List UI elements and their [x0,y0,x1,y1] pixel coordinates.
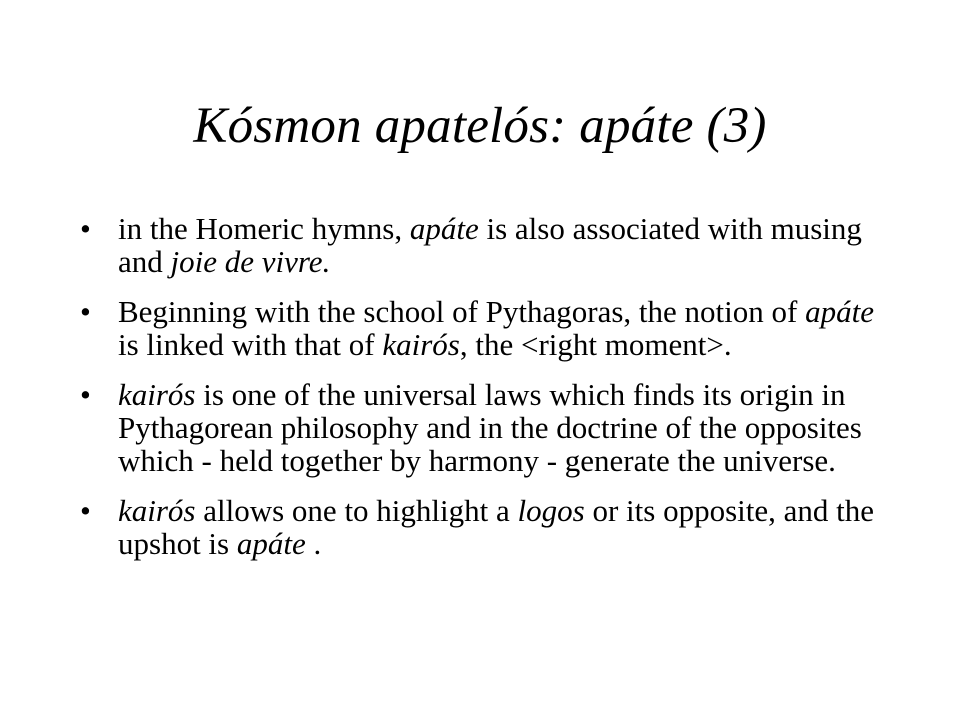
bullet-text-segment: is one of the universal laws which finds its origin in Pythagorean philosophy and in the doctrine of the opposites which - held together by harmony - generate the universe. [118,377,862,478]
bullet-item-1 [80,212,880,278]
bullet-text-italic: kairós [382,327,460,362]
bullet-text-italic: kairós [118,377,196,412]
bullet-text-italic: apáte [805,294,874,329]
bullet-text-italic: apáte [409,211,479,246]
bullet-list [80,212,880,577]
bullet-item-4 [80,494,880,560]
bullet-text-segment: Beginning with the school of Pythagoras, the notion of [118,294,806,329]
slide-title: Kósmon apatelós: apáte (3) [193,98,767,154]
bullet-text-italic: kairós [118,493,196,528]
bullet-text-segment: is linked with that of [118,327,383,362]
bullet-text-segment: in the Homeric hymns, [118,211,410,246]
bullet-text-italic: joie de vivre. [170,244,331,279]
bullet-text-italic: logos [517,493,585,528]
bullet-marker-icon: • [80,493,91,528]
bullet-marker-icon: • [80,377,91,412]
bullet-marker-icon: • [80,211,91,246]
bullet-text-segment: . [305,526,322,561]
bullet-text-italic: apáte [236,526,306,561]
bullet-text-segment: or its opposite, and the upshot is [118,493,875,561]
bullet-text-segment: , the <right moment>. [459,327,732,362]
bullet-text-segment: allows one to highlight a [195,493,518,528]
bullet-text-segment: is also associated with musing and [118,211,862,279]
bullet-item-3 [80,378,880,477]
bullet-marker-icon: • [80,294,91,329]
bullet-item-2 [80,295,880,361]
